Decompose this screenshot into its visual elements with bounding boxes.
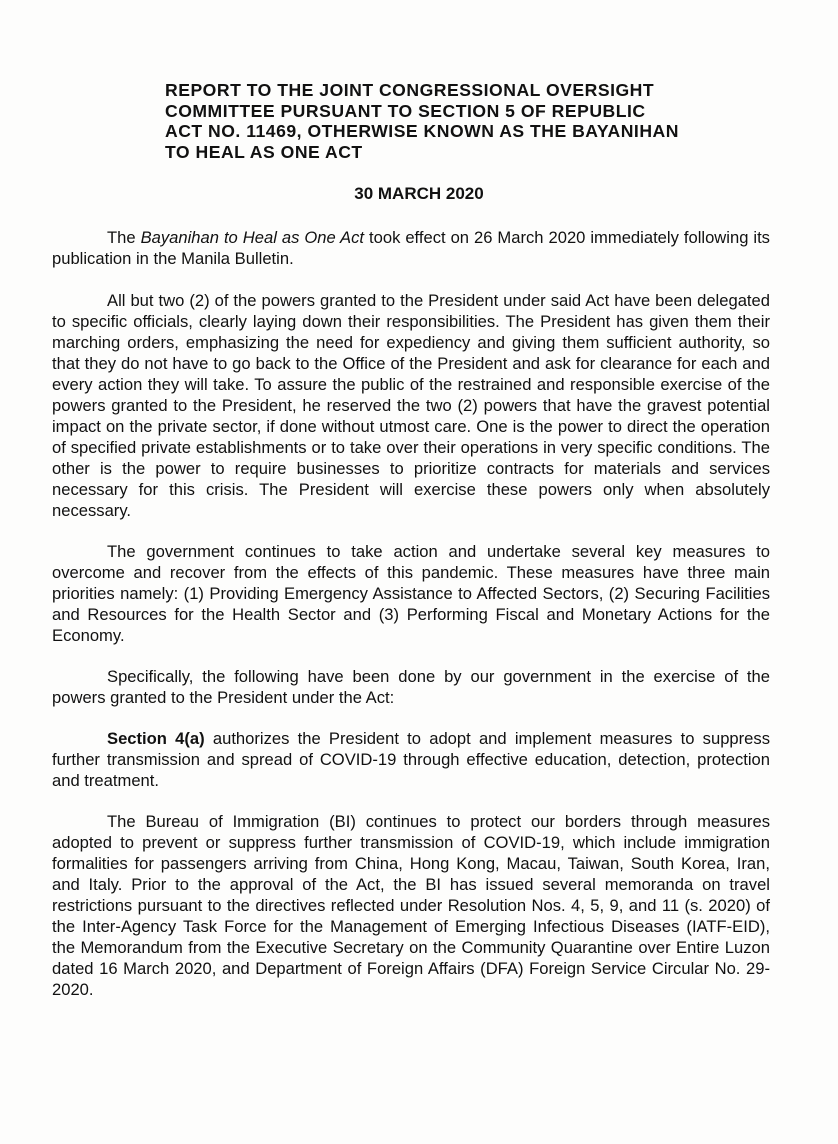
paragraph-priorities: The government continues to take action and undertake several key measures to overcome and recover from the effects of this pandemic. These measures have three main priorities namely: (1) Providing Emergency Assistance to Affected Sectors, (2) Securing Facilities and Resources for the Health Sector and (3) Performing Fiscal and Monetary Actions for the Economy.	[52, 542, 770, 645]
document-body	[52, 227, 770, 1021]
paragraph-effectivity	[52, 227, 770, 269]
act-name: Bayanihan to Heal as One Act	[140, 228, 365, 247]
section-label: Section 4(a)	[107, 729, 205, 748]
title-line-4: TO HEAL AS ONE ACT	[165, 141, 363, 162]
p1-rest: took effect on 26 March 2020 immediately following its publication in the Manila Bulletin.	[52, 228, 770, 268]
paragraph-specifics: Specifically, the following have been done by our government in the exercise of the powers granted to the President under the Act:	[52, 667, 770, 707]
paragraph-delegation: All but two (2) of the powers granted to the President under said Act have been delegated to specific officials, clearly laying down their responsibilities. The President has given them their marching orders, emphasizing the need for expediency and giving them sufficient authority, so that they do not have to go back to the Office of the President and ask for clearance for each and every action they will take. To assure the public of the restrained and responsible exercise of the powers granted to the President, he reserved the two (2) powers that have the gravest potential impact on the private sector, if done without utmost care. One is the power to direct the operation of specified private establishments or to take over their operations in very specific conditions. The other is the power to require businesses to prioritize contracts for materials and services necessary for this crisis. The President will exercise these powers only when absolutely necessary.	[52, 291, 770, 520]
title-line-2: COMMITTEE PURSUANT TO SECTION 5 OF REPUBLIC	[165, 100, 646, 121]
paragraph-section-4a	[52, 728, 770, 791]
report-title	[165, 80, 715, 162]
paragraph-bureau-immigration: The Bureau of Immigration (BI) continues to protect our borders through measures adopted to prevent or suppress further transmission of COVID-19, which include immigration formalities for passengers arriving from China, Hong Kong, Macau, Taiwan, South Korea, Iran, and Italy. Prior to the approval of the Act, the BI has issued several memoranda on travel restrictions pursuant to the directives reflected under Resolution Nos. 4, 5, 9, and 11 (s. 2020) of the Inter-Agency Task Force for the Management of Emerging Infectious Diseases (IATF-EID), the Memorandum from the Executive Secretary on the Community Quarantine over Entire Luzon dated 16 March 2020, and Department of Foreign Affairs (DFA) Foreign Service Circular No. 29-2020.	[52, 812, 770, 999]
title-line-3: ACT NO. 11469, OTHERWISE KNOWN AS THE BAYANIHAN	[165, 121, 679, 141]
p5-rest: authorizes the President to adopt and implement measures to suppress further transmission and spread of COVID-19 through effective education, detection, protection and treatment.	[52, 729, 771, 790]
p1-intro: The	[107, 228, 141, 247]
title-line-1: REPORT TO THE JOINT CONGRESSIONAL OVERSIGHT	[165, 80, 655, 100]
report-date: 30 MARCH 2020	[354, 184, 484, 203]
